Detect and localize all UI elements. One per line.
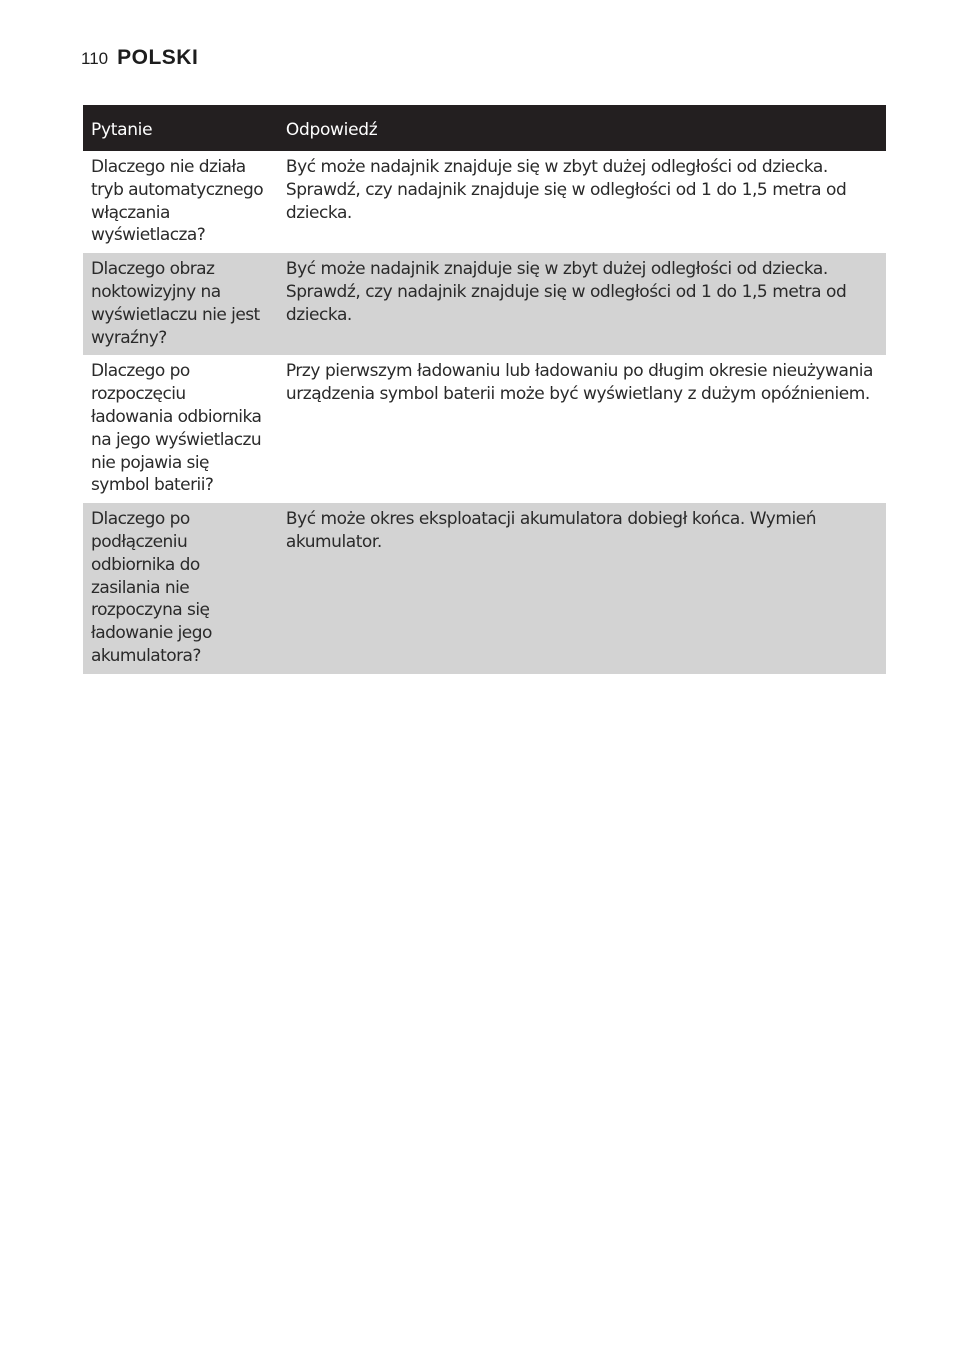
table-row xyxy=(83,151,886,253)
table-header-row xyxy=(83,105,886,151)
column-header-question: Pytanie xyxy=(83,105,278,151)
column-header-answer: Odpowiedź xyxy=(278,105,886,151)
question-cell: Dlaczego nie działa tryb automatycznego włączania wyświetlacza? xyxy=(91,157,264,246)
answer-cell: Być może okres eksploatacji akumulatora dobiegł końca. Wymień akumulator. xyxy=(278,503,886,674)
troubleshooting-table xyxy=(83,105,886,674)
question-cell: Dlaczego po rozpoczęciu ładowania odbiornika na jego wyświetlaczu nie pojawia się symbol baterii? xyxy=(91,361,262,496)
answer-cell: Przy pierwszym ładowaniu lub ładowaniu po długim okresie nieużywania urządzenia symbol baterii może być wyświetlany z dużym opóźnieniem. xyxy=(285,361,874,405)
table-row xyxy=(83,355,886,503)
page-number: 110 xyxy=(81,49,109,68)
table-row xyxy=(83,503,886,674)
page-header xyxy=(81,46,198,70)
table-row xyxy=(83,253,886,355)
answer-cell: Być może nadajnik znajduje się w zbyt dużej odległości od dziecka. Sprawdź, czy nadajnik znajduje się w odległości od 1 do 1,5 metra od dziecka. xyxy=(285,157,847,223)
answer-cell: Być może nadajnik znajduje się w zbyt dużej odległości od dziecka. Sprawdź, czy nadajnik znajduje się w odległości od 1 do 1,5 metra od dziecka. xyxy=(278,253,886,355)
language-title: POLSKI xyxy=(117,46,199,69)
question-cell: Dlaczego po podłączeniu odbiornika do zasilania nie rozpoczyna się ładowanie jego akumulatora? xyxy=(83,503,278,674)
question-cell: Dlaczego obraz noktowizyjny na wyświetlaczu nie jest wyraźny? xyxy=(83,253,278,355)
